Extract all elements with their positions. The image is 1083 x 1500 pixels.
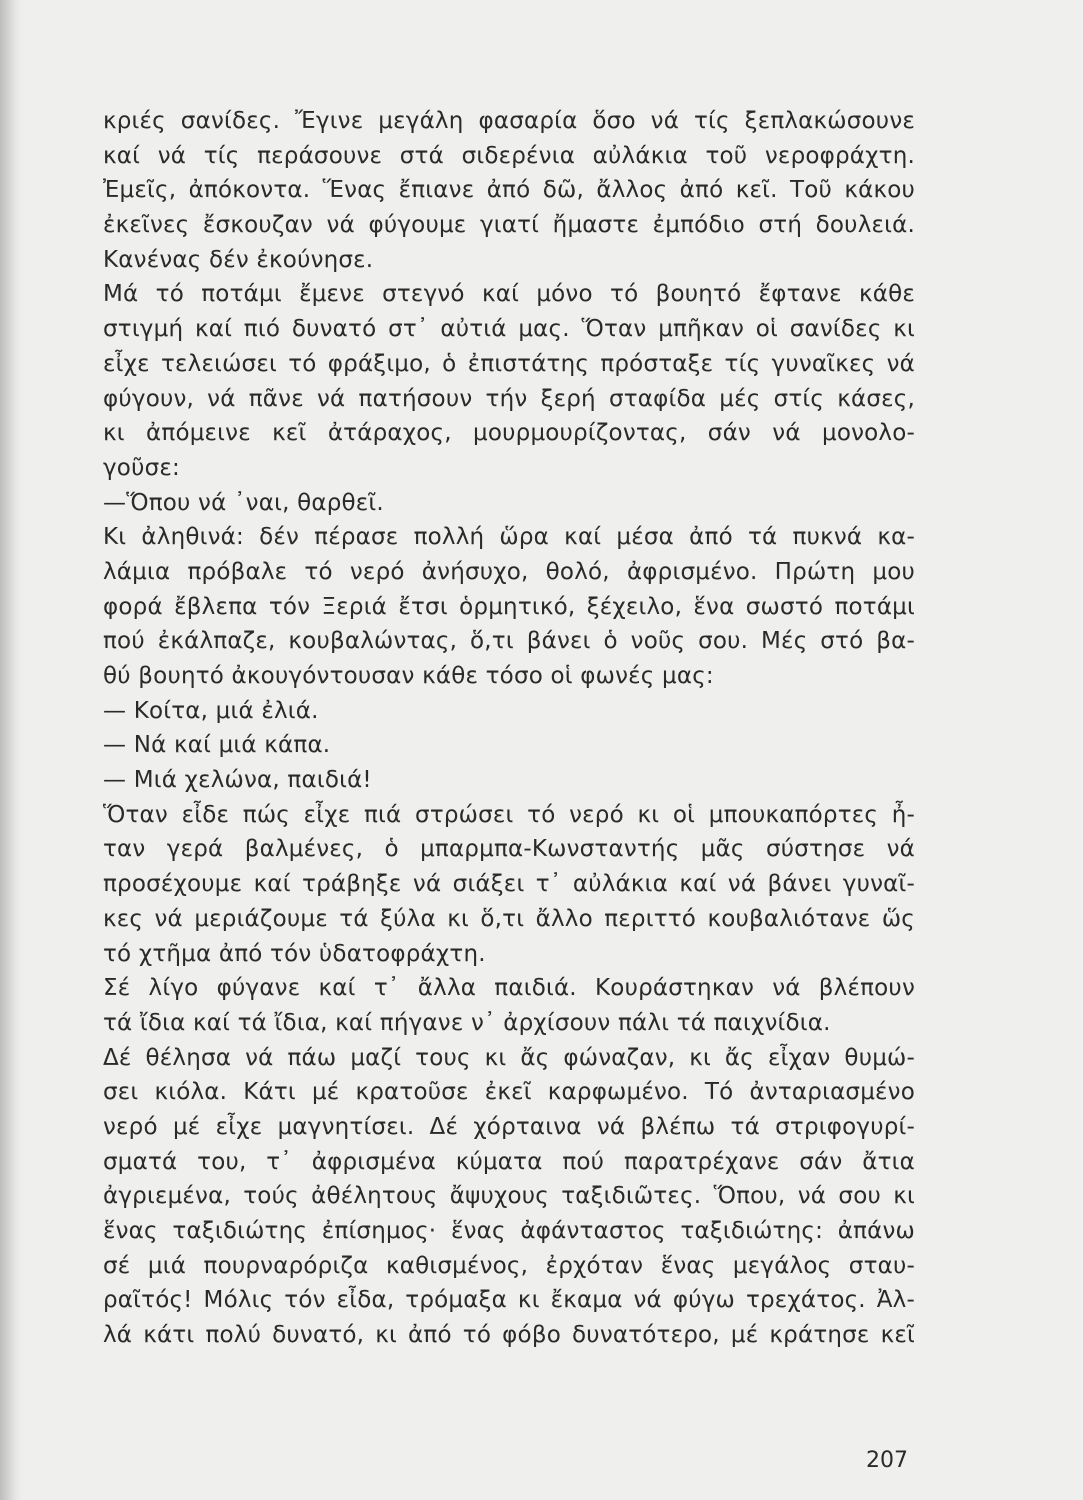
text-line: λά κάτι πολύ δυνατό, κι ἀπό τό φόβο δυνατότερο, μέ κράτησε κεῖ (103, 1322, 915, 1349)
text-line: Ὅταν εἶδε πώς εἶχε πιά στρώσει τό νερό κι οἱ μπουκαπόρτες ἦ- (103, 801, 915, 828)
text-line: ταν γερά βαλμένες, ὁ μπαρμπα-Κωνσταντής μᾶς σύστησε νά (103, 836, 915, 863)
text-line: ἕνας ταξιδιώτης ἐπίσημος· ἕνας ἀφάνταστος ταξιδιώτης: ἀπάνω (103, 1218, 915, 1244)
text-line: προσέχουμε καί τράβηξε νά σιάξει τ᾿ αὐλάκια καί νά βάνει γυναῖ- (103, 871, 915, 898)
text-line: πού ἐκάλπαζε, κουβαλώντας, ὅ,τι βάνει ὁ νοῦς σου. Μές στό βα- (103, 628, 915, 655)
text-line: ἐκεῖνες ἔσκουζαν νά φύγουμε γιατί ἤμαστε ἐμπόδιο στή δουλειά. (103, 212, 915, 239)
text-line: κριές σανίδες. Ἔγινε μεγάλη φασαρία ὅσο νά τίς ξεπλακώσουνε (103, 108, 915, 134)
text-line: ραῖτός! Μόλις τόν εἶδα, τρόμαξα κι ἔκαμα νά φύγω τρεχάτος. Ἀλ- (103, 1287, 915, 1314)
text-line: τά ἴδια καί τά ἴδια, καί πήγανε ν᾿ ἀρχίσουν πάλι τά παιχνίδια. (103, 1009, 831, 1036)
text-line: Δέ θέλησα νά πάω μαζί τους κι ἄς φώναζαν, κι ἄς εἶχαν θυμώ- (103, 1044, 915, 1071)
binding-gutter (0, 0, 22, 1500)
page-number: 207 (866, 1448, 908, 1473)
text-line: ἀγριεμένα, τούς ἀθέλητους ἄψυχους ταξιδιῶτες. Ὅπου, νά σου κι (103, 1183, 915, 1210)
dialogue-line: —Ὅπου νά ᾿ναι, θαρθεῖ. (103, 489, 384, 516)
text-line: Μά τό ποτάμι ἔμενε στεγνό καί μόνο τό βουητό ἔφτανε κάθε (103, 281, 915, 308)
text-line: νερό μέ εἶχε μαγνητίσει. Δέ χόρταινα νά βλέπω τά στριφογυρί- (103, 1113, 915, 1140)
text-line: τό χτῆμα ἀπό τόν ὑδατοφράχτη. (103, 940, 486, 967)
text-line: φορά ἔβλεπα τόν Ξεριά ἔτσι ὁρμητικό, ξέχειλο, ἕνα σωστό ποτάμι (103, 593, 915, 620)
text-line: φύγουν, νά πᾶνε νά πατήσουν τήν ξερή σταφίδα μές στίς κάσες, (103, 385, 915, 412)
text-line: λάμια πρόβαλε τό νερό ἀνήσυχο, θολό, ἀφρισμένο. Πρώτη μου (103, 558, 915, 585)
text-line: στιγμή καί πιό δυνατό στ᾿ αὐτιά μας. Ὅταν μπῆκαν οἱ σανίδες κι (103, 316, 915, 343)
text-line: Κανένας δέν ἐκούνησε. (103, 246, 374, 273)
text-line: εἶχε τελειώσει τό φράξιμο, ὁ ἐπιστάτης πρόσταξε τίς γυναῖκες νά (103, 350, 915, 377)
text-line: σέ μιά πουρναρόριζα καθισμένος, ἐρχόταν ἕνας μεγάλος σταυ- (103, 1252, 915, 1279)
text-line: Σέ λίγο φύγανε καί τ᾿ ἄλλα παιδιά. Κουράστηκαν νά βλέπουν (103, 975, 915, 1002)
body-text (103, 104, 915, 1353)
text-line: σματά του, τ᾿ ἀφρισμένα κύματα πού παρατρέχανε σάν ἄτια (103, 1148, 915, 1175)
text-line: Κι ἀληθινά: δέν πέρασε πολλή ὥρα καί μέσα ἀπό τά πυκνά κα- (103, 524, 915, 551)
text-line: καί νά τίς περάσουνε στά σιδερένια αὐλάκια τοῦ νεροφράχτη. (103, 142, 915, 169)
text-line: κι ἀπόμεινε κεῖ ἀτάραχος, μουρμουρίζοντας, σάν νά μονολο- (103, 420, 915, 447)
text-line: θύ βουητό ἀκουγόντουσαν κάθε τόσο οἱ φωνές μας: (103, 663, 714, 689)
dialogue-line: — Μιά χελώνα, παιδιά! (103, 767, 372, 794)
text-line: γοῦσε: (103, 454, 180, 481)
dialogue-line: — Νά καί μιά κάπα. (103, 732, 331, 759)
text-line: κες νά μεριάζουμε τά ξύλα κι ὅ,τι ἄλλο περιττό κουβαλιότανε ὥς (103, 905, 915, 932)
text-line: Ἐμεῖς, ἀπόκοντα. Ἕνας ἔπιανε ἀπό δῶ, ἄλλος ἀπό κεῖ. Τοῦ κάκου (103, 177, 915, 204)
text-line: σει κιόλα. Κάτι μέ κρατοῦσε ἐκεῖ καρφωμένο. Τό ἀνταριασμένο (103, 1079, 915, 1106)
dialogue-line: — Κοίτα, μιά ἐλιά. (103, 697, 319, 724)
